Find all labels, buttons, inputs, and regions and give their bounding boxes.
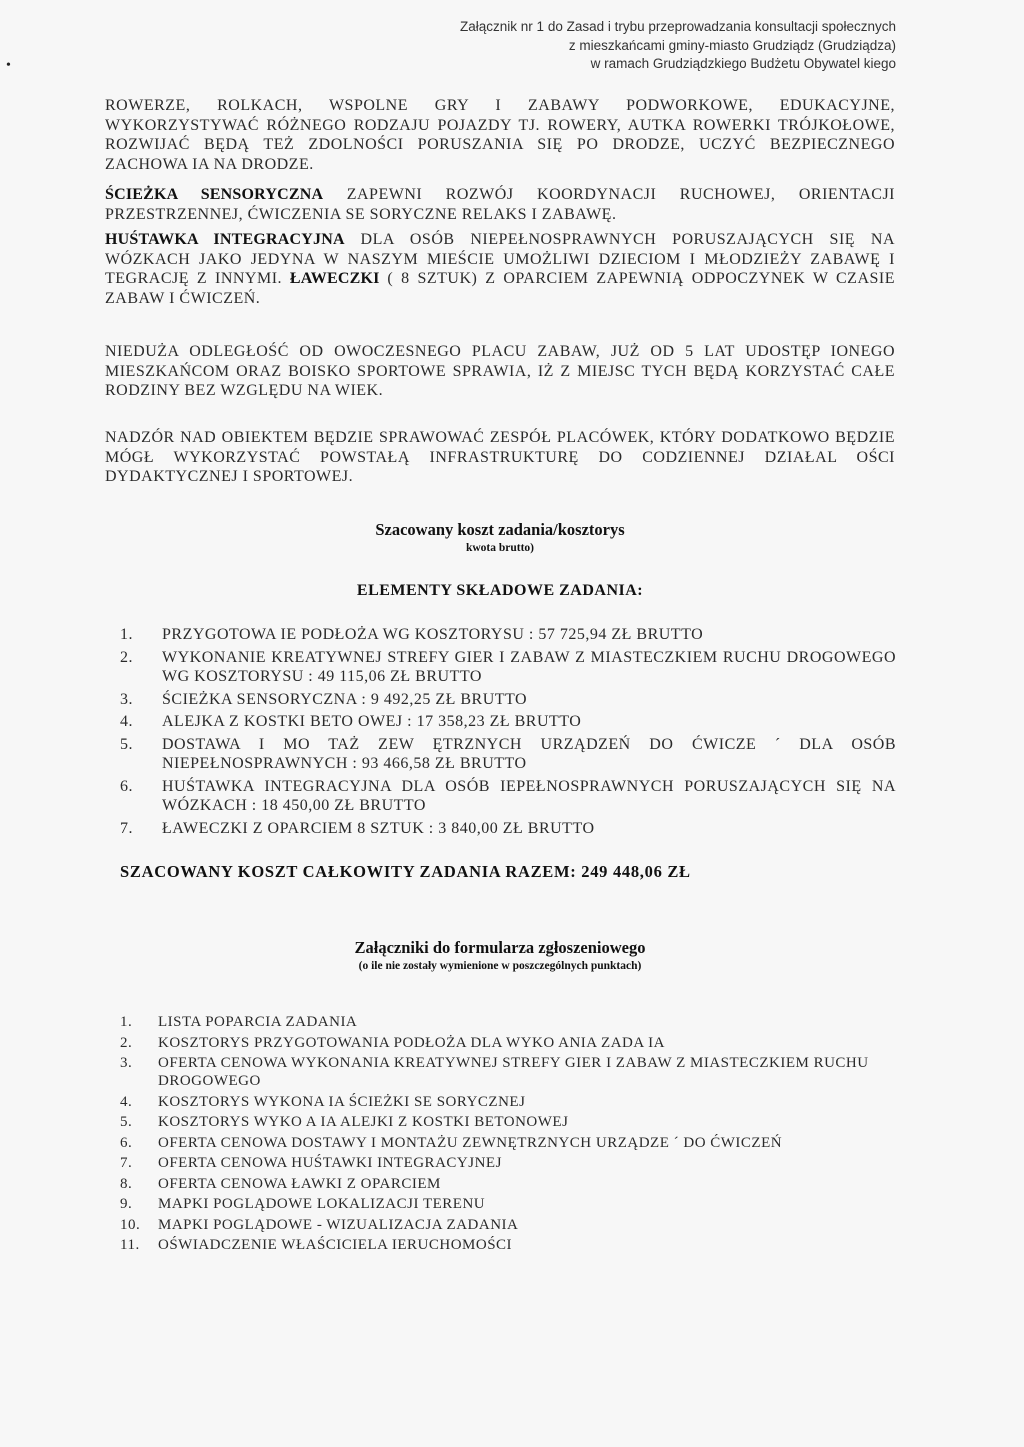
paragraph-text: NADZÓR NAD OBIEKTEM BĘDZIE SPRAWOWAĆ ZESPÓŁ PLACÓWEK, KTÓRY DODATKOWO BĘDZIE MÓGŁ WYKORZYSTAĆ POWSTAŁĄ INFRASTRUKTURĘ DO CODZIENNEJ DZIAŁAL OŚCI DYDAKTYCZNEJ I SPORTOWEJ. xyxy=(105,429,895,485)
header-line: w ramach Grudziądzkiego Budżetu Obywatel kiego xyxy=(590,56,896,71)
distance-paragraph xyxy=(105,342,895,401)
list-item xyxy=(120,1093,896,1111)
list-item xyxy=(120,1013,896,1031)
sensory-paragraph xyxy=(105,185,895,224)
item-number: 2. xyxy=(120,648,133,666)
item-text: OFERTA CENOWA ŁAWKI Z OPARCIEM xyxy=(158,1175,441,1192)
item-number: 1. xyxy=(120,1014,133,1030)
item-text: MAPKI POGLĄDOWE LOKALIZACJI TERENU xyxy=(158,1196,486,1212)
attachments-list-wrap xyxy=(120,1013,896,1257)
item-text: DOSTAWA I MO TAŻ ZEW ĘTRZNYCH URZĄDZEŃ DO ĆWICZE ´ DLA OSÓB NIEPEŁNOSPRAWNYCH : 93 466,58 ZŁ BRUTTO xyxy=(162,735,896,772)
list-item xyxy=(120,1154,896,1172)
item-number: 7. xyxy=(120,819,133,837)
list-item xyxy=(120,625,896,645)
list-item xyxy=(120,735,896,774)
item-number: 4. xyxy=(120,1093,133,1110)
paragraph-text: ROWERZE, ROLKACH, WSPOLNE GRY I ZABAWY PODWORKOWE, EDUKACYJNE, WYKORZYSTYWAĆ RÓŻNEGO RODZAJU POJAZDY TJ. ROWERY, AUTKA ROWERKI TRÓJKOŁOWE, ROZWIJAĆ BĘDĄ TEŻ ZDOLNOŚCI PORUSZANIA SIĘ PO DRODZE, UCZYĆ BEZPIECZNEGO ZACHOWA IA NA DRODZE. xyxy=(105,97,895,173)
paragraph-text: NIEDUŻA ODLEGŁOŚĆ OD OWOCZESNEGO PLACU ZABAW, JUŻ OD 5 LAT UDOSTĘP IONEGO MIESZKAŃCOM ORAZ BOISKO SPORTOWE SPRAWIA, IŻ Z MIEJSC TYCH BĘDĄ KORZYSTAĆ CAŁE RODZINY BEZ WZGLĘDU NA WIEK. xyxy=(105,343,895,399)
header-line: Załącznik nr 1 do Zasad i trybu przeprowadzania konsultacji społecznych xyxy=(460,19,896,34)
list-item xyxy=(120,1195,896,1213)
elements-list-wrap xyxy=(120,625,896,841)
item-text: ŁAWECZKI Z OPARCIEM 8 SZTUK : 3 840,00 ZŁ BRUTTO xyxy=(162,819,595,837)
item-number: 1. xyxy=(120,626,133,643)
item-text: OFERTA CENOWA WYKONANIA KREATYWNEJ STREFY GIER I ZABAW Z MIASTECZKIEM RUCHU DROGOWEGO xyxy=(158,1055,869,1089)
item-text: ŚCIEŻKA SENSORYCZNA : 9 492,25 ZŁ BRUTTO xyxy=(162,690,528,708)
document-header xyxy=(300,18,896,74)
list-item xyxy=(120,648,896,687)
item-number: 6. xyxy=(120,1134,133,1151)
list-item xyxy=(120,1113,896,1131)
list-item xyxy=(120,1236,896,1254)
cost-title: Szacowany koszt zadania/kosztorys xyxy=(375,520,625,539)
header-line: z mieszkańcami gminy-miasto Grudziądz (Grudziądza) xyxy=(568,37,896,53)
item-number: 8. xyxy=(120,1175,133,1192)
attachments-title: Załączniki do formularza zgłoszeniowego xyxy=(354,938,646,957)
list-item xyxy=(120,712,896,732)
item-number: 4. xyxy=(120,713,133,730)
item-number: 3. xyxy=(120,1055,133,1071)
list-item xyxy=(120,690,896,710)
intro-paragraph xyxy=(105,96,895,174)
item-number: 9. xyxy=(120,1196,133,1212)
item-text: OFERTA CENOWA HUŚTAWKI INTEGRACYJNEJ xyxy=(158,1155,502,1171)
item-text: ALEJKA Z KOSTKI BETO OWEJ : 17 358,23 ZŁ BRUTTO xyxy=(162,713,582,730)
margin-bullet: • xyxy=(6,58,11,73)
paragraph-bold: ŁAWECZKI xyxy=(289,270,380,287)
item-number: 11. xyxy=(120,1237,140,1253)
item-number: 2. xyxy=(120,1034,133,1051)
item-number: 3. xyxy=(120,690,133,708)
item-text: KOSZTORYS WYKONA IA ŚCIEŻKI SE SORYCZNEJ xyxy=(158,1093,526,1110)
list-item xyxy=(120,1034,896,1052)
supervision-paragraph xyxy=(105,428,895,487)
total-cost: SZACOWANY KOSZT CAŁKOWITY ZADANIA RAZEM: 249 448,06 ZŁ xyxy=(120,862,691,881)
paragraph-text: ZAPEWNI ROZWÓJ KOORDYNACJI RUCHOWEJ, ORIENTACJI PRZESTRZENNEJ, ĆWICZENIA SE SORYCZNE RELAKS I ZABAWĘ. xyxy=(105,186,895,223)
item-text: OŚWIADCZENIE WŁAŚCICIELA IERUCHOMOŚCI xyxy=(158,1237,513,1253)
swing-paragraph xyxy=(105,230,895,308)
item-number: 5. xyxy=(120,735,133,753)
list-item xyxy=(120,1175,896,1193)
attachments-subtitle: (o ile nie zostały wymienione w poszczególnych punktach) xyxy=(358,960,642,972)
item-text: MAPKI POGLĄDOWE - WIZUALIZACJA ZADANIA xyxy=(158,1216,519,1233)
item-number: 6. xyxy=(120,777,133,795)
paragraph-bold: HUŚTAWKA INTEGRACYJNA xyxy=(105,231,345,248)
item-text: KOSZTORYS PRZYGOTOWANIA PODŁOŻA DLA WYKO ANIA ZADA IA xyxy=(158,1034,665,1051)
item-text: PRZYGOTOWA IE PODŁOŻA WG KOSZTORYSU : 57 725,94 ZŁ BRUTTO xyxy=(162,626,704,643)
cost-subtitle: kwota brutto) xyxy=(465,542,535,554)
item-text: OFERTA CENOWA DOSTAWY I MONTAŻU ZEWNĘTRZNYCH URZĄDZE ´ DO ĆWICZEŃ xyxy=(158,1134,783,1151)
item-text: WYKONANIE KREATYWNEJ STREFY GIER I ZABAW Z MIASTECZKIEM RUCHU DROGOWEGO WG KOSZTORYSU : 49 115,06 ZŁ BRUTTO xyxy=(162,648,896,685)
cost-title-block xyxy=(105,520,895,554)
attachments-title-block xyxy=(105,938,895,972)
item-number: 7. xyxy=(120,1155,133,1171)
paragraph-text: ( 8 SZTUK) Z OPARCIEM ZAPEWNIĄ ODPOCZYNEK W CZASIE ZABAW I ĆWICZEŃ. xyxy=(105,270,895,307)
list-item xyxy=(120,777,896,816)
paragraph-bold: ŚCIEŻKA SENSORYCZNA xyxy=(105,186,324,203)
paragraph-text: DLA OSÓB NIEPEŁNOSPRAWNYCH PORUSZAJĄCYCH SIĘ NA WÓZKACH JAKO JEDYNA W NASZYM MIEŚCIE UMOŻLIWI DZIECIOM I MŁODZIEŻY ZABAWĘ I TEGRACJĘ Z INNYMI. xyxy=(105,231,895,287)
item-text: LISTA POPARCIA ZADANIA xyxy=(158,1014,358,1030)
item-text: HUŚTAWKA INTEGRACYJNA DLA OSÓB IEPEŁNOSPRAWNYCH PORUSZAJĄCYCH SIĘ NA WÓZKACH : 18 450,00 ZŁ BRUTTO xyxy=(162,777,896,814)
item-number: 5. xyxy=(120,1114,133,1130)
attachments-list xyxy=(120,1013,896,1254)
list-item xyxy=(120,819,896,839)
elements-list xyxy=(120,625,896,838)
elements-heading: ELEMENTY SKŁADOWE ZADANIA: xyxy=(356,582,644,599)
list-item xyxy=(120,1134,896,1152)
item-text: KOSZTORYS WYKO A IA ALEJKI Z KOSTKI BETONOWEJ xyxy=(158,1114,569,1130)
list-item xyxy=(120,1054,896,1090)
item-number: 10. xyxy=(120,1216,141,1233)
list-item xyxy=(120,1216,896,1234)
